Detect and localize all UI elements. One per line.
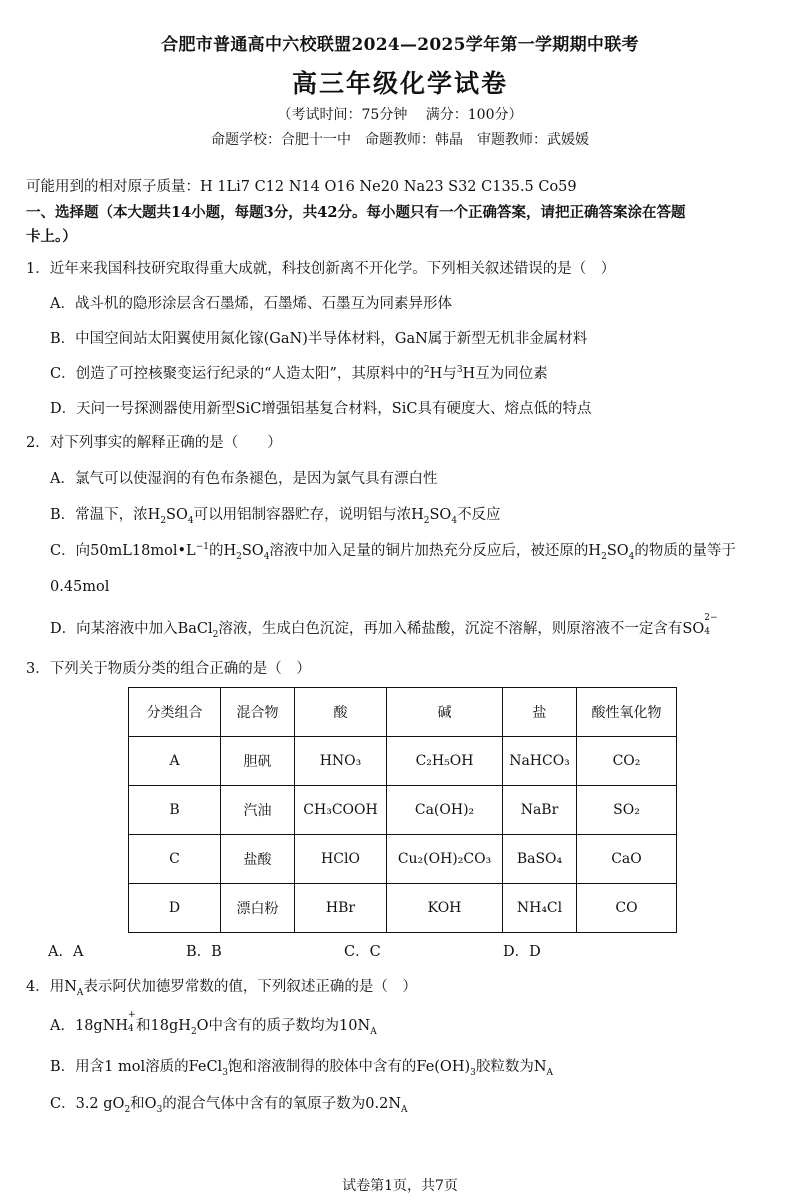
q4-option-c: C．3.2 $gO_2$和$O_3$的混合气体中含有的氧原子数为$0.2N_A$	[50, 1096, 408, 1115]
section-heading-line2: 卡上。）	[26, 228, 77, 245]
q2-option-a: A．氯气可以使湿润的有色布条褪色，是因为氯气具有漂白性	[50, 471, 438, 487]
table-cell: CaO	[577, 835, 677, 884]
table-cell: HNO₃	[295, 737, 387, 786]
q3-option-a: A．A	[48, 944, 84, 960]
q3-option-b: B．B	[186, 944, 222, 960]
q4-option-a: A．18gNH + 4 和$18gH_2O$中含有的质子数均为$10N_A$	[50, 1010, 377, 1037]
q1-option-d: D．天问一号探测器使用新型SiC增强铝基复合材料，SiC具有硬度大、熔点低的特点	[50, 401, 592, 417]
table-cell: A	[129, 737, 221, 786]
table-cell: CO	[577, 884, 677, 933]
table-cell: 汽油	[221, 786, 295, 835]
exam-subtitle: 高三年级化学试卷	[291, 69, 508, 98]
table-header-cell: 分类组合	[129, 688, 221, 737]
q1-option-c: C．创造了可控核聚变运行纪录的“人造太阳”，其原料中的$^2$H与$^3$H互为同位素	[50, 365, 548, 382]
table-cell: Ca(OH)₂	[387, 786, 503, 835]
q1-option-b: B．中国空间站太阳翼使用氮化镓(GaN)半导体材料，GaN属于新型无机非金属材料	[50, 331, 588, 347]
table-cell: 胆矾	[221, 737, 295, 786]
table-row	[129, 884, 677, 933]
q2-option-b: B．常温下，浓$H_2SO_4$可以用铝制容器贮存，说明铝与浓$H_2SO_4$不反应	[50, 507, 501, 526]
q2-option-c-line2: 0.45mol	[50, 579, 110, 595]
page-footer: 试卷第1页，共7页	[342, 1178, 458, 1194]
table-row	[129, 786, 677, 835]
q3-stem: 3．下列关于物质分类的组合正确的是（ ）	[26, 661, 311, 677]
table-row	[129, 835, 677, 884]
setters-info: 命题学校：合肥十一中 命题教师：韩晶 审题教师：武媛媛	[211, 132, 589, 148]
table-header-cell: 碱	[387, 688, 503, 737]
table-cell: C	[129, 835, 221, 884]
table-cell: HBr	[295, 884, 387, 933]
table-cell: BaSO₄	[503, 835, 577, 884]
table-cell: KOH	[387, 884, 503, 933]
table-header-cell: 酸性氧化物	[577, 688, 677, 737]
classification-table	[128, 687, 677, 933]
table-cell: HClO	[295, 835, 387, 884]
table-cell: SO₂	[577, 786, 677, 835]
table-header-cell: 酸	[295, 688, 387, 737]
atomic-masses: 可能用到的相对原子质量：H 1Li7 C12 N14 O16 Ne20 Na23 S32 C135.5 Co59	[26, 179, 577, 195]
table-cell: 盐酸	[221, 835, 295, 884]
table-header-row	[129, 688, 677, 737]
q4-option-b: B．用含1 mol溶质的FeCl$_3$饱和溶液制得的胶体中含有的$Fe(OH)_3$胶粒数为$N_A$	[50, 1059, 554, 1078]
table-cell: NH₄Cl	[503, 884, 577, 933]
q2-option-d: D．向某溶液中加入BaCl$_2$溶液，生成白色沉淀，再加入稀盐酸，沉淀不溶解，则原溶液不一定含有SO 2− 4	[50, 613, 718, 640]
q3-option-c: C．C	[344, 944, 381, 960]
table-cell: B	[129, 786, 221, 835]
q2-stem: 2．对下列事实的解释正确的是（ ）	[26, 435, 282, 451]
table-cell: CO₂	[577, 737, 677, 786]
table-cell: Cu₂(OH)₂CO₃	[387, 835, 503, 884]
exam-title: 合肥市普通高中六校联盟2024—2025学年第一学期期中联考	[161, 35, 639, 55]
q1-stem: 1．近年来我国科技研究取得重大成就，科技创新离不开化学。下列相关叙述错误的是（ ）	[26, 261, 616, 277]
table-cell: 漂白粉	[221, 884, 295, 933]
q3-option-d: D．D	[503, 944, 541, 960]
table-cell: CH₃COOH	[295, 786, 387, 835]
table-row	[129, 737, 677, 786]
table-cell: NaBr	[503, 786, 577, 835]
table-header-cell: 混合物	[221, 688, 295, 737]
table-cell: NaHCO₃	[503, 737, 577, 786]
q4-stem: 4．用$N_A$表示阿伏加德罗常数的值，下列叙述正确的是（ ）	[26, 979, 417, 998]
q1-option-a: A．战斗机的隐形涂层含石墨烯，石墨烯、石墨互为同素异形体	[50, 296, 452, 312]
table-cell: C₂H₅OH	[387, 737, 503, 786]
table-header-cell: 盐	[503, 688, 577, 737]
section-heading-line1: 一、选择题（本大题共14小题，每题3分，共42分。每小题只有一个正确答案，请把正确答案涂在答题	[26, 204, 686, 221]
exam-info: （考试时间：75分钟 满分：100分）	[277, 107, 523, 123]
q2-option-c: C．向$50mL18mol•L^{-1}$的$H_2SO_4$溶液中加入足量的铜片加热充分反应后，被还原的$H_2SO_4$的物质的量等于	[50, 542, 736, 562]
table-cell: D	[129, 884, 221, 933]
